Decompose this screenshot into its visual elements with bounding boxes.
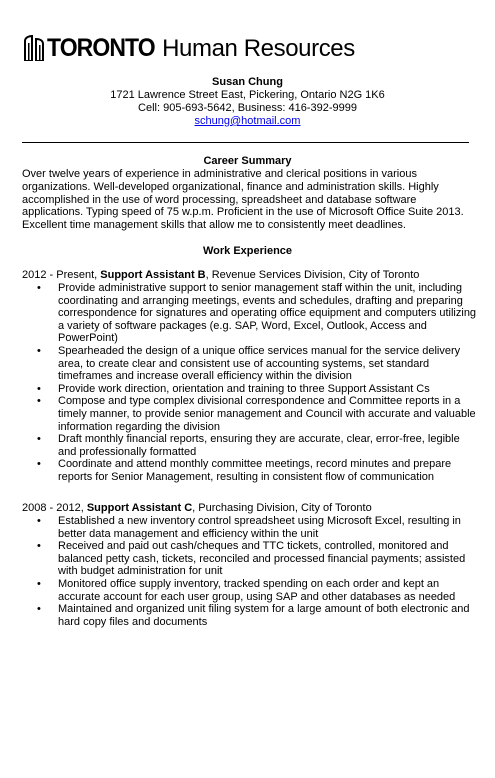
- contact-block: [0, 76, 495, 128]
- job-organization: , Purchasing Division, City of Toronto: [192, 502, 372, 514]
- job-duties-list: [22, 515, 477, 628]
- job-line: [22, 502, 482, 515]
- city-hall-logo-icon: [24, 35, 44, 61]
- job-dates: 2008 - 2012,: [22, 502, 87, 514]
- toronto-hr-logo: [24, 27, 355, 61]
- job-line: [22, 269, 482, 282]
- list-item: • Received and paid out cash/cheques and TTC tickets, controlled, monitored and balanced petty cash, tickets, reconciled and processed financial payments; assisted with budget administration for unit: [22, 540, 477, 578]
- job-duties-list: [22, 282, 477, 484]
- header-divider: [22, 142, 469, 143]
- list-item: • Compose and type complex divisional correspondence and Committee reports in a timely manner, to provide senior management and Council with accurate and valuable information regarding the division: [22, 395, 477, 433]
- applicant-phones: Cell: 905-693-5642, Business: 416-392-9999: [138, 102, 357, 114]
- list-item: • Coordinate and attend monthly committee meetings, record minutes and prepare reports for Senior Management, resulting in consistent flow of communication: [22, 458, 477, 483]
- logo-wordmark: TORONTO: [47, 34, 155, 62]
- applicant-address: 1721 Lawrence Street East, Pickering, Ontario N2G 1K6: [110, 89, 385, 101]
- job-dates: 2012 - Present,: [22, 269, 101, 281]
- logo-subtitle: Human Resources: [162, 35, 355, 62]
- list-item: • Spearheaded the design of a unique office services manual for the service delivery area, to create clear and consistent use of accounting systems, set standard timeframes and increase overall efficiency within the division: [22, 345, 477, 383]
- list-item: • Maintained and organized unit filing system for a large amount of both electronic and hard copy files and documents: [22, 603, 477, 628]
- applicant-email-link[interactable]: schung@hotmail.com: [194, 115, 301, 127]
- job-title: Support Assistant C: [86, 502, 193, 514]
- list-item: • Provide work direction, orientation and training to three Support Assistant Cs: [22, 383, 477, 396]
- job-organization: , Revenue Services Division, City of Toronto: [205, 269, 420, 281]
- applicant-name: Susan Chung: [212, 76, 283, 88]
- list-item: • Monitored office supply inventory, tracked spending on each order and kept an accurate account for each user group, using SAP and other databases as needed: [22, 578, 477, 603]
- career-summary-text: Over twelve years of experience in administrative and clerical positions in various organizations. Well-developed organizational, finance and administration skills. Highly accomplished in the use of word processing, spreadsheet and database software applications. Typing speed of 75 w.p.m. Proficient in the use of Microsoft Office Suite 2013. Excellent time management skills that allow me to consistently meet deadlines.: [22, 168, 464, 232]
- job-title: Support Assistant B: [100, 269, 206, 281]
- list-item: • Draft monthly financial reports, ensuring they are accurate, clear, error-free, legible and professionally formatted: [22, 433, 477, 458]
- career-summary-heading: Career Summary: [203, 155, 292, 167]
- list-item: • Established a new inventory control spreadsheet using Microsoft Excel, resulting in better data management and efficiency within the unit: [22, 515, 477, 540]
- work-experience-heading: Work Experience: [202, 245, 293, 257]
- list-item: • Provide administrative support to senior management staff within the unit, including coordinating and arranging meetings, events and schedules, drafting and preparing correspondence for signatures and operating office equipment and computers utilizing a variety of software packages (e.g. SAP, Word, Excel, Outlook, Access and PowerPoint): [22, 282, 477, 345]
